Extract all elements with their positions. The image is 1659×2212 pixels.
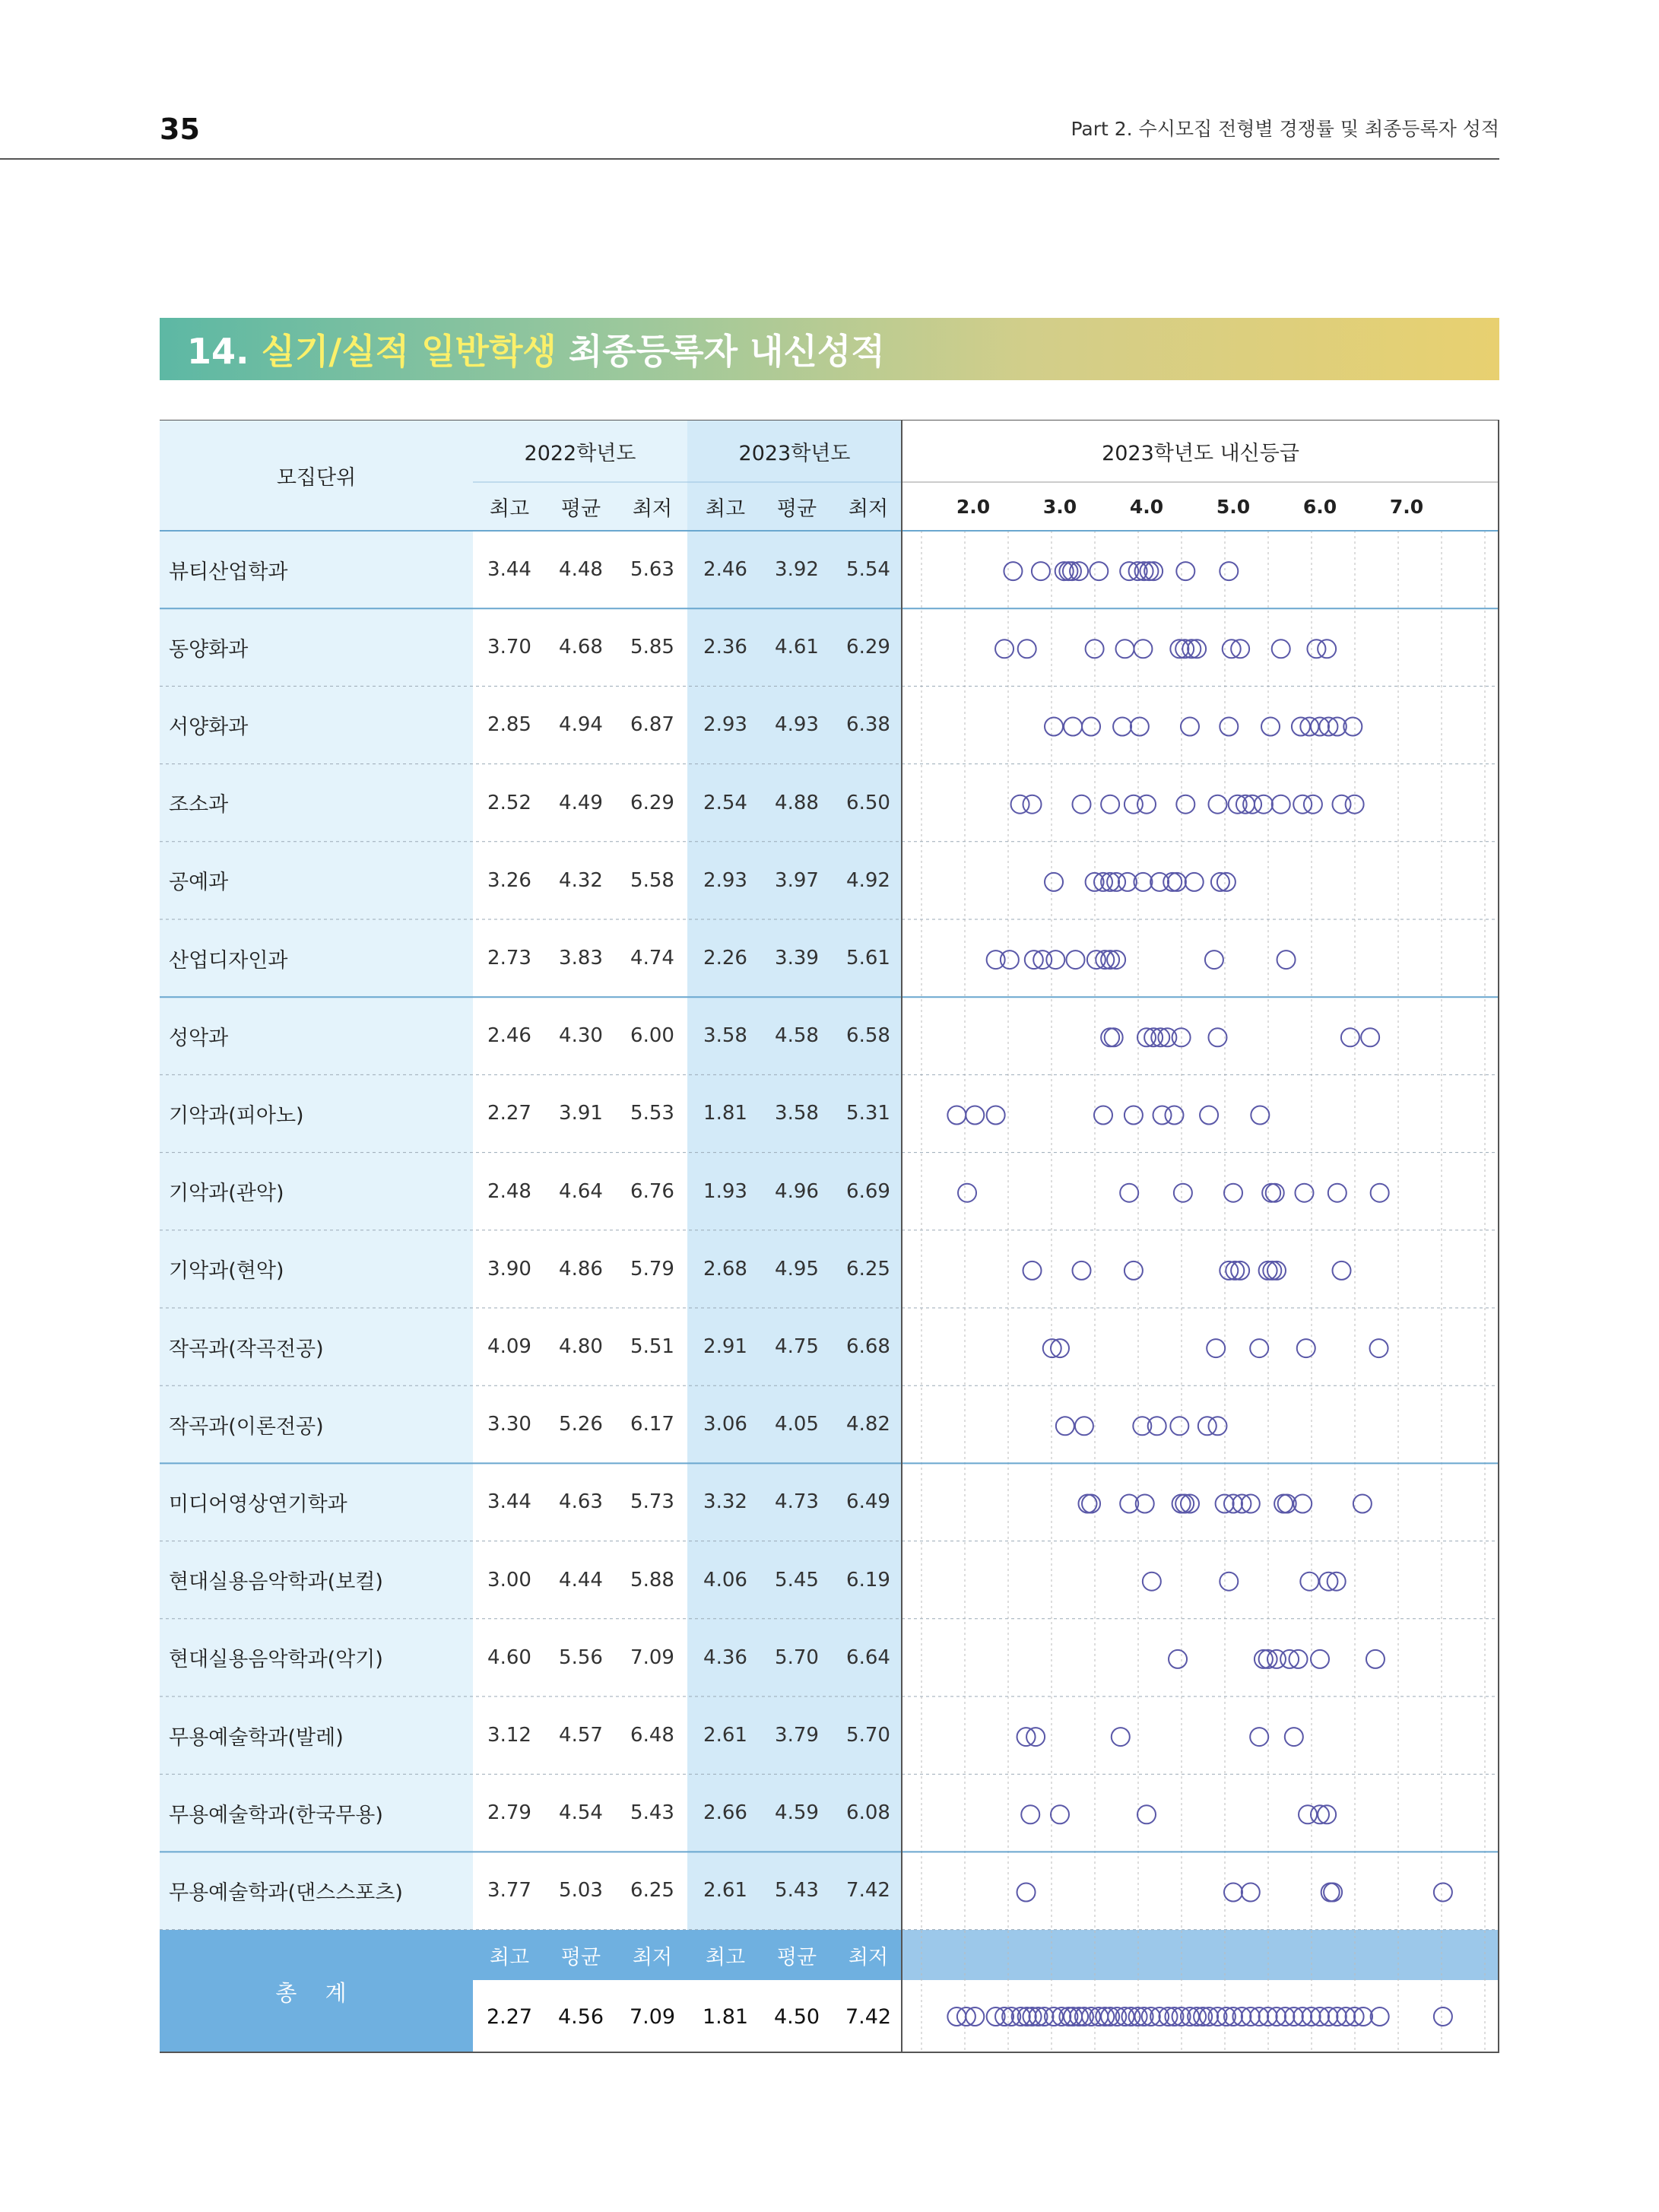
- grade-value-cell: 5.85: [630, 636, 674, 659]
- grade-value-cell: 2.93: [703, 713, 747, 737]
- grade-dot: [1125, 1106, 1143, 1125]
- grade-value-cell: 5.58: [630, 868, 674, 892]
- grade-dot: [1101, 795, 1119, 814]
- grade-value-cell: 3.00: [487, 1568, 531, 1592]
- total-value-cell: 1.81: [702, 2004, 749, 2029]
- unit-name: 서양화과: [169, 715, 249, 739]
- grade-value-cell: 4.54: [559, 1801, 603, 1825]
- grade-value-cell: 5.56: [559, 1646, 603, 1669]
- grade-value-cell: 4.59: [775, 1801, 819, 1825]
- unit-name: 무용예술학과(댄스스포츠): [169, 1880, 403, 1905]
- grade-dot: [1371, 1184, 1389, 1202]
- section-number: 14.: [187, 331, 249, 372]
- grade-dot: [1300, 1573, 1318, 1591]
- unit-name: 현대실용음악학과(보컬): [169, 1570, 383, 1595]
- grade-value-cell: 4.95: [775, 1257, 819, 1281]
- total-value-cell: 7.09: [629, 2004, 676, 2029]
- grade-dot: [1220, 562, 1238, 580]
- grade-value-cell: 3.92: [775, 558, 819, 582]
- unit-name: 현대실용음악학과(악기): [169, 1648, 383, 1672]
- total-grade-dot: [1371, 2007, 1389, 2026]
- grade-dot: [1295, 1184, 1313, 1202]
- grade-dot: [1023, 795, 1042, 814]
- grade-dot: [1113, 718, 1131, 736]
- grade-value-cell: 4.48: [559, 558, 603, 582]
- grade-value-cell: 3.91: [559, 1102, 603, 1125]
- grade-dot: [1174, 1184, 1192, 1202]
- grade-value-cell: 4.88: [775, 791, 819, 814]
- unit-name: 산업디자인과: [169, 948, 288, 973]
- grade-dot: [1251, 1106, 1269, 1125]
- sub-header-cell: 평균: [560, 497, 601, 521]
- grade-value-cell: 7.09: [630, 1646, 674, 1669]
- grade-dot: [995, 639, 1013, 658]
- total-value-cell: 7.42: [845, 2004, 892, 2029]
- grade-value-cell: 3.39: [775, 947, 819, 970]
- grade-value-cell: 3.77: [487, 1879, 531, 1903]
- grade-value-cell: 5.63: [630, 558, 674, 582]
- grade-value-cell: 2.46: [703, 558, 747, 582]
- grade-value-cell: 3.83: [559, 947, 603, 970]
- total-value-cell: 2.27: [486, 2004, 533, 2029]
- grade-dot: [1231, 1262, 1249, 1280]
- grade-value-cell: 3.70: [487, 636, 531, 659]
- grade-value-cell: 6.49: [846, 1490, 890, 1514]
- grade-value-cell: 4.06: [703, 1568, 747, 1592]
- grade-dot: [1169, 1650, 1187, 1668]
- total-sub-header-cell: 최고: [705, 1945, 746, 1969]
- grade-value-cell: 4.92: [846, 868, 890, 892]
- grade-value-cell: 4.60: [487, 1646, 531, 1669]
- grade-dot: [1137, 795, 1156, 814]
- grade-dot: [1333, 1262, 1351, 1280]
- grade-dot: [1165, 1106, 1183, 1125]
- grade-value-cell: 5.03: [559, 1879, 603, 1903]
- year-2022-header: 2022학년도: [524, 441, 636, 465]
- grade-value-cell: 3.06: [703, 1413, 747, 1436]
- grade-value-cell: 3.12: [487, 1724, 531, 1747]
- grade-value-cell: 5.45: [775, 1568, 819, 1592]
- grade-value-cell: 4.32: [559, 868, 603, 892]
- grade-value-cell: 4.05: [775, 1413, 819, 1436]
- grade-value-cell: 5.70: [775, 1646, 819, 1669]
- grade-value-cell: 4.36: [703, 1646, 747, 1669]
- grade-value-cell: 6.68: [846, 1335, 890, 1359]
- grade-value-cell: 3.79: [775, 1724, 819, 1747]
- grade-value-cell: 2.61: [703, 1724, 747, 1747]
- grade-value-cell: 4.93: [775, 713, 819, 737]
- grade-dot: [1311, 1650, 1329, 1668]
- grade-dot: [1208, 1417, 1226, 1435]
- grade-value-cell: 4.49: [559, 791, 603, 814]
- grade-dot: [1220, 1573, 1238, 1591]
- total-plot-header-bg: [902, 1930, 1499, 1980]
- grade-value-cell: 1.93: [703, 1179, 747, 1203]
- grade-value-cell: 6.87: [630, 713, 674, 737]
- unit-name: 미디어영상연기학과: [169, 1492, 347, 1516]
- grade-value-cell: 3.44: [487, 558, 531, 582]
- total-value-cell: 4.50: [773, 2004, 820, 2029]
- grade-value-cell: 4.63: [559, 1490, 603, 1514]
- grade-value-cell: 6.08: [846, 1801, 890, 1825]
- grade-dot: [958, 1184, 976, 1202]
- unit-name: 성악과: [169, 1026, 229, 1050]
- grade-dot: [1082, 718, 1100, 736]
- grade-dot: [1064, 718, 1082, 736]
- grade-dot: [1208, 1028, 1226, 1046]
- grade-dot: [1043, 1339, 1061, 1357]
- grade-value-cell: 4.86: [559, 1257, 603, 1281]
- grade-dot: [1304, 795, 1322, 814]
- grade-value-cell: 5.26: [559, 1413, 603, 1436]
- grade-dot: [1075, 1417, 1093, 1435]
- grade-dot: [1272, 639, 1290, 658]
- axis-tick-label: 2.0: [956, 495, 991, 518]
- grade-value-cell: 3.26: [487, 868, 531, 892]
- grade-value-cell: 5.54: [846, 558, 890, 582]
- grade-dot: [1131, 718, 1149, 736]
- grade-dot: [1224, 1184, 1242, 1202]
- grade-value-cell: 6.38: [846, 713, 890, 737]
- grade-dot: [1229, 795, 1247, 814]
- axis-tick-label: 3.0: [1042, 495, 1077, 518]
- grade-dot: [1181, 718, 1199, 736]
- grade-dot: [1434, 1884, 1452, 1902]
- grade-dot: [1073, 1262, 1091, 1280]
- unit-name: 동양화과: [169, 637, 249, 662]
- grade-value-cell: 6.58: [846, 1024, 890, 1048]
- grade-value-cell: 4.57: [559, 1724, 603, 1747]
- grade-value-cell: 6.50: [846, 791, 890, 814]
- grade-dot: [1051, 1339, 1069, 1357]
- grade-value-cell: 2.26: [703, 947, 747, 970]
- unit-name: 무용예술학과(발레): [169, 1725, 344, 1750]
- grade-dot: [1094, 1106, 1112, 1125]
- grade-dot: [1318, 639, 1336, 658]
- axis-tick-label: 7.0: [1389, 495, 1424, 518]
- total-value-cell: 4.56: [557, 2004, 604, 2029]
- axis-tick-label: 4.0: [1129, 495, 1164, 518]
- total-sub-header-cell: 평균: [560, 1945, 601, 1969]
- grade-value-cell: 4.64: [559, 1179, 603, 1203]
- grade-value-cell: 2.73: [487, 947, 531, 970]
- grade-dot: [1134, 639, 1152, 658]
- grade-dot: [1176, 562, 1194, 580]
- grade-dot: [1263, 1262, 1281, 1280]
- grade-value-cell: 5.43: [775, 1879, 819, 1903]
- grade-value-cell: 4.09: [487, 1335, 531, 1359]
- grade-dot: [1046, 950, 1064, 969]
- grade-dot: [1004, 562, 1022, 580]
- grade-dot: [1366, 1650, 1385, 1668]
- grade-dot: [1220, 718, 1238, 736]
- grade-value-cell: 3.30: [487, 1413, 531, 1436]
- grade-value-cell: 6.00: [630, 1024, 674, 1048]
- grade-value-cell: 4.82: [846, 1413, 890, 1436]
- total-sub-header-cell: 최저: [632, 1945, 673, 1969]
- sub-header-cell: 최고: [705, 497, 746, 521]
- total-sub-header-cell: 최저: [848, 1945, 889, 1969]
- grade-dot: [1021, 1805, 1039, 1823]
- grade-dot: [1090, 562, 1108, 580]
- total-label: 총 계: [275, 1979, 357, 2006]
- grade-dot: [1073, 795, 1091, 814]
- year-2023-header: 2023학년도: [738, 441, 851, 465]
- grade-dot: [1018, 639, 1036, 658]
- grade-value-cell: 3.58: [775, 1102, 819, 1125]
- section-banner: [160, 318, 1499, 380]
- grade-dot: [1137, 1805, 1156, 1823]
- grade-dot: [1250, 1728, 1268, 1746]
- grade-dot: [1353, 1495, 1372, 1513]
- grade-value-cell: 2.66: [703, 1801, 747, 1825]
- grade-value-cell: 4.58: [775, 1024, 819, 1048]
- grade-value-cell: 6.69: [846, 1179, 890, 1203]
- grade-dot: [1023, 1262, 1042, 1280]
- part-title: Part 2. 수시모집 전형별 경쟁률 및 최종등록자 성적: [1071, 118, 1499, 140]
- grade-dot: [1277, 950, 1296, 969]
- grade-dot: [1242, 1884, 1260, 1902]
- grade-dot: [1148, 1417, 1166, 1435]
- grade-value-cell: 3.32: [703, 1490, 747, 1514]
- grade-dot: [1250, 1339, 1268, 1357]
- grade-dot: [1205, 950, 1223, 969]
- grade-value-cell: 3.90: [487, 1257, 531, 1281]
- grade-value-cell: 2.68: [703, 1257, 747, 1281]
- grade-dot: [1067, 950, 1085, 969]
- grade-value-cell: 6.29: [630, 791, 674, 814]
- grade-value-cell: 2.48: [487, 1179, 531, 1203]
- grade-dot: [1055, 562, 1074, 580]
- grade-dot: [1224, 1884, 1242, 1902]
- grade-value-cell: 2.54: [703, 791, 747, 814]
- grade-value-cell: 6.76: [630, 1179, 674, 1203]
- grade-dot: [1032, 562, 1050, 580]
- sub-header-cell: 평균: [776, 497, 817, 521]
- grade-value-cell: 5.51: [630, 1335, 674, 1359]
- section-title-highlight: 실기/실적 일반학생: [261, 331, 557, 372]
- grade-dot: [1307, 639, 1325, 658]
- header-rule: [0, 158, 1499, 160]
- unit-name: 기악과(관악): [169, 1182, 284, 1206]
- grade-dot: [1293, 795, 1312, 814]
- grade-value-cell: 6.29: [846, 636, 890, 659]
- grade-dot: [1319, 1573, 1337, 1591]
- total-grade-dot: [1434, 2007, 1452, 2026]
- unit-name: 작곡과(작곡전공): [169, 1337, 324, 1361]
- grade-dot: [1255, 795, 1273, 814]
- grade-value-cell: 4.68: [559, 636, 603, 659]
- grade-dot: [1328, 1573, 1346, 1591]
- grade-value-cell: 6.48: [630, 1724, 674, 1747]
- grade-dot: [1056, 1417, 1074, 1435]
- grade-dot: [1208, 795, 1226, 814]
- grade-dot: [1017, 1884, 1036, 1902]
- axis-tick-label: 6.0: [1302, 495, 1337, 518]
- grade-value-cell: 5.61: [846, 947, 890, 970]
- unit-name: 공예과: [169, 871, 229, 895]
- unit-name: 뷰티산업학과: [169, 560, 288, 584]
- grade-dot: [966, 1106, 984, 1125]
- grade-value-cell: 3.97: [775, 868, 819, 892]
- grade-dot: [1140, 562, 1158, 580]
- grade-value-cell: 5.53: [630, 1102, 674, 1125]
- grade-value-cell: 3.44: [487, 1490, 531, 1514]
- sub-header-cell: 최저: [632, 497, 673, 521]
- grade-dot: [1185, 873, 1204, 891]
- grade-dot: [1188, 639, 1206, 658]
- grade-value-cell: 4.74: [630, 947, 674, 970]
- sub-header-cell: 최저: [848, 497, 889, 521]
- grade-value-cell: 2.46: [487, 1024, 531, 1048]
- grade-dot: [1297, 1339, 1315, 1357]
- grade-value-cell: 4.44: [559, 1568, 603, 1592]
- grade-value-cell: 3.58: [703, 1024, 747, 1048]
- grade-value-cell: 6.17: [630, 1413, 674, 1436]
- page-number: 35: [160, 113, 200, 146]
- grade-value-cell: 4.73: [775, 1490, 819, 1514]
- grade-dot: [1045, 873, 1063, 891]
- grade-dot: [1163, 873, 1182, 891]
- grade-dot: [1261, 718, 1280, 736]
- grade-dot: [1125, 1262, 1143, 1280]
- section-title: [187, 324, 885, 374]
- grade-value-cell: 2.93: [703, 868, 747, 892]
- grade-value-cell: 2.61: [703, 1879, 747, 1903]
- grade-dot: [1176, 795, 1194, 814]
- grade-dot: [1207, 1339, 1225, 1357]
- grade-value-cell: 2.36: [703, 636, 747, 659]
- grade-value-cell: 5.31: [846, 1102, 890, 1125]
- grade-value-cell: 6.25: [630, 1879, 674, 1903]
- grade-dot: [1200, 1106, 1218, 1125]
- grade-value-cell: 2.85: [487, 713, 531, 737]
- grade-distribution-header: 2023학년도 내신등급: [1102, 441, 1299, 465]
- grade-dot: [1120, 1184, 1138, 1202]
- unit-name: 기악과(현악): [169, 1259, 284, 1284]
- grade-dot: [1051, 1805, 1069, 1823]
- grade-value-cell: 4.61: [775, 636, 819, 659]
- grade-value-cell: 5.73: [630, 1490, 674, 1514]
- grade-value-cell: 6.19: [846, 1568, 890, 1592]
- grade-dot: [1341, 1028, 1359, 1046]
- grade-value-cell: 5.79: [630, 1257, 674, 1281]
- grade-dot: [987, 1106, 1005, 1125]
- grade-dot: [1143, 1573, 1161, 1591]
- grade-dot: [1328, 1184, 1347, 1202]
- grade-table: [160, 420, 1499, 2053]
- grade-dot: [1198, 1417, 1216, 1435]
- grade-value-cell: 2.52: [487, 791, 531, 814]
- grade-dot: [1116, 639, 1134, 658]
- grade-value-cell: 4.94: [559, 713, 603, 737]
- grade-value-cell: 2.91: [703, 1335, 747, 1359]
- unit-name: 무용예술학과(한국무용): [169, 1803, 383, 1827]
- grade-value-cell: 7.42: [846, 1879, 890, 1903]
- axis-tick-label: 5.0: [1216, 495, 1251, 518]
- grade-dot: [1361, 1028, 1379, 1046]
- grade-value-cell: 2.27: [487, 1102, 531, 1125]
- grade-value-cell: 4.96: [775, 1179, 819, 1203]
- grade-dot: [1272, 795, 1290, 814]
- grade-dot: [1045, 718, 1063, 736]
- grade-value-cell: 4.80: [559, 1335, 603, 1359]
- sub-header-cell: 최고: [489, 497, 530, 521]
- unit-name: 기악과(피아노): [169, 1103, 304, 1128]
- grade-value-cell: 5.43: [630, 1801, 674, 1825]
- grade-dot: [1370, 1339, 1388, 1357]
- grade-value-cell: 6.25: [846, 1257, 890, 1281]
- grade-dot: [1170, 1417, 1188, 1435]
- unit-header: 모집단위: [276, 465, 357, 490]
- unit-name: 조소과: [169, 793, 229, 817]
- total-sub-header-cell: 최고: [489, 1945, 530, 1969]
- grade-dot: [1133, 1417, 1151, 1435]
- grade-value-cell: 6.64: [846, 1646, 890, 1669]
- grade-dot: [1001, 950, 1019, 969]
- grade-value-cell: 2.79: [487, 1801, 531, 1825]
- grade-value-cell: 5.70: [846, 1724, 890, 1747]
- grade-dot: [947, 1106, 966, 1125]
- grade-value-cell: 5.88: [630, 1568, 674, 1592]
- grade-dot: [1112, 1728, 1130, 1746]
- total-sub-header-cell: 평균: [776, 1945, 817, 1969]
- grade-value-cell: 4.30: [559, 1024, 603, 1048]
- grade-dot: [1285, 1728, 1303, 1746]
- section-title-rest: 최종등록자 내신성적: [568, 331, 885, 372]
- grade-value-cell: 4.75: [775, 1335, 819, 1359]
- grade-dot: [1168, 873, 1186, 891]
- unit-name: 작곡과(이론전공): [169, 1414, 324, 1439]
- grade-value-cell: 1.81: [703, 1102, 747, 1125]
